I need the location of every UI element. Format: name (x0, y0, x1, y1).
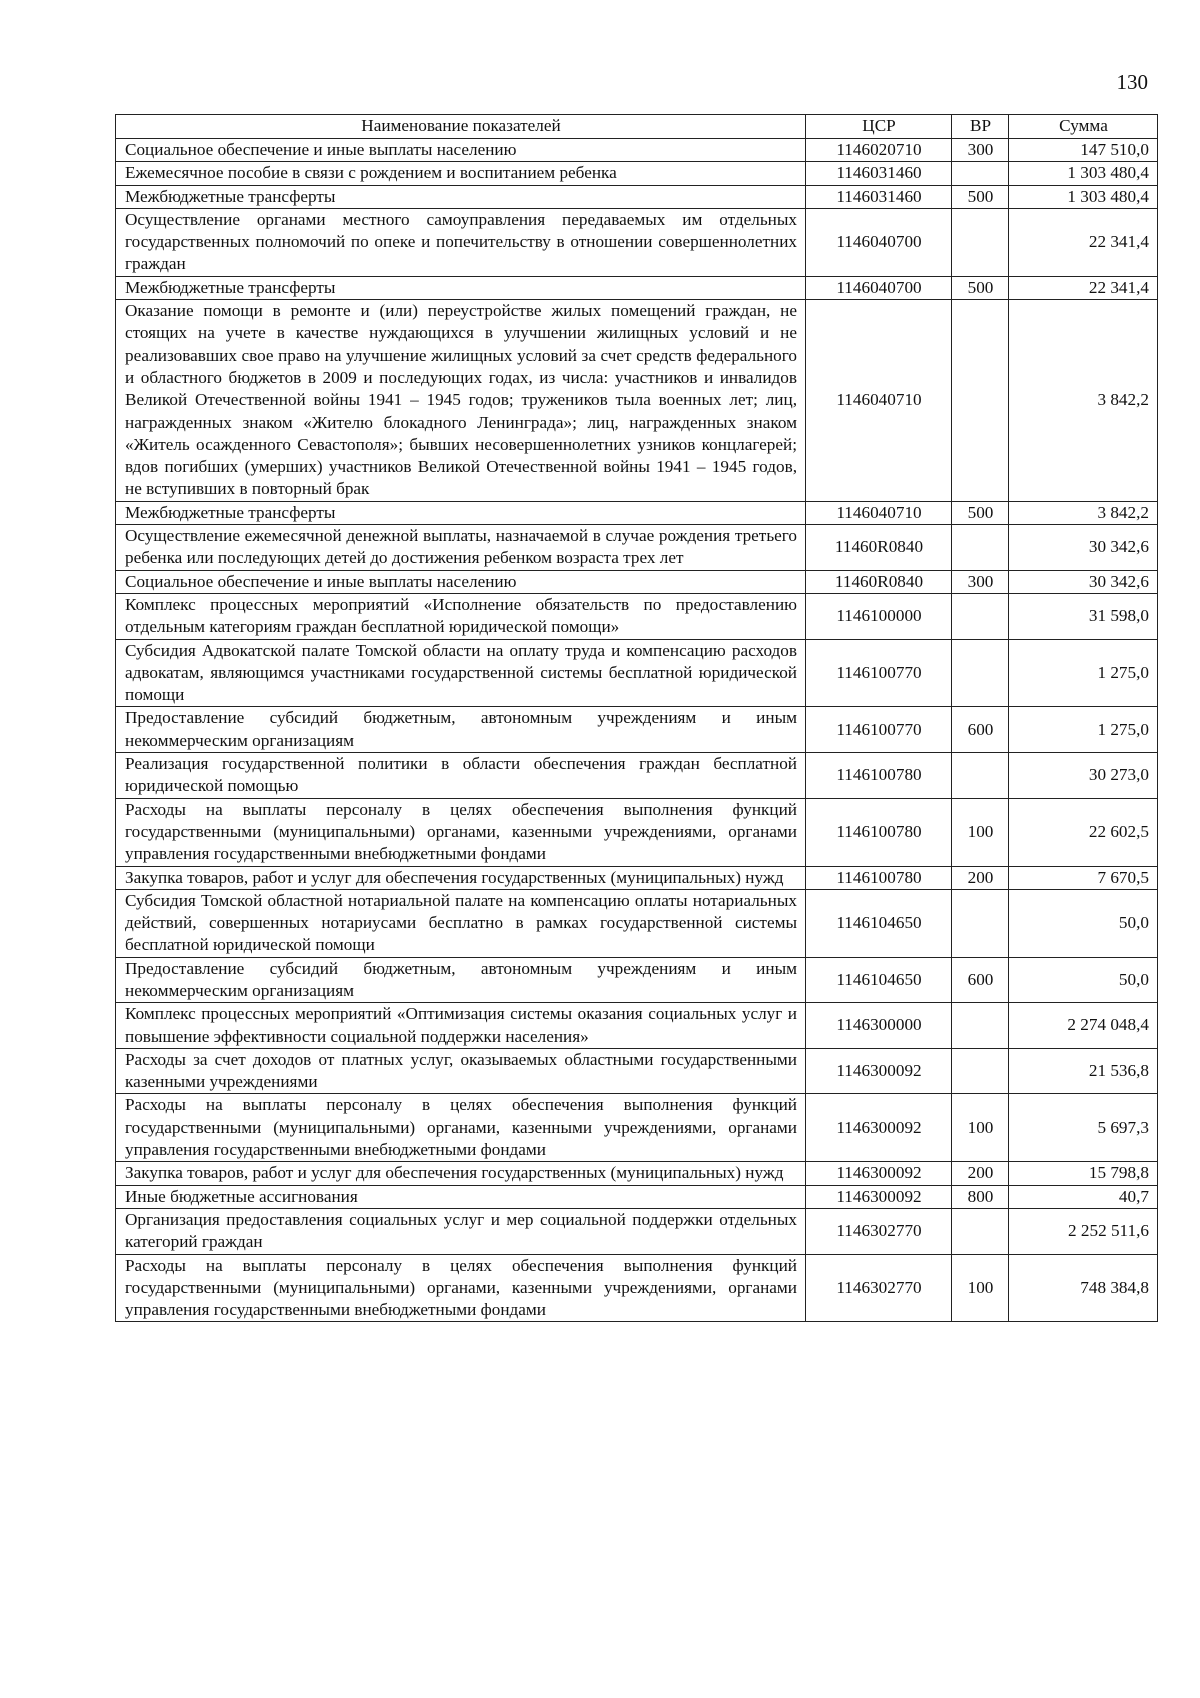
cell-sum: 50,0 (1009, 889, 1158, 957)
table-row (116, 525, 1158, 571)
cell-sum: 22 341,4 (1009, 276, 1158, 299)
cell-vr (952, 1048, 1009, 1094)
cell-vr: 200 (952, 1162, 1009, 1185)
cell-vr (952, 300, 1009, 502)
cell-sum: 2 252 511,6 (1009, 1208, 1158, 1254)
cell-name: Межбюджетные трансферты (116, 276, 806, 299)
table-row (116, 889, 1158, 957)
table-row (116, 185, 1158, 208)
cell-csr: 1146031460 (806, 185, 952, 208)
cell-vr: 100 (952, 1254, 1009, 1322)
cell-vr (952, 208, 1009, 276)
cell-name: Межбюджетные трансферты (116, 185, 806, 208)
cell-csr: 1146040710 (806, 300, 952, 502)
cell-vr (952, 525, 1009, 571)
cell-name: Расходы на выплаты персоналу в целях обеспечения выполнения функций государственными (муниципальными) органами, казенными учреждениями, органами управления государственными внебюджетными фондами (116, 1094, 806, 1162)
cell-name: Предоставление субсидий бюджетным, автономным учреждениям и иным некоммерческим организациям (116, 957, 806, 1003)
cell-csr: 1146031460 (806, 162, 952, 185)
cell-name: Комплекс процессных мероприятий «Исполнение обязательств по предоставлению отдельным категориям граждан бесплатной юридической помощи» (116, 593, 806, 639)
cell-sum: 1 303 480,4 (1009, 162, 1158, 185)
cell-vr: 800 (952, 1185, 1009, 1208)
cell-name: Расходы за счет доходов от платных услуг, оказываемых областными государственными казенными учреждениями (116, 1048, 806, 1094)
table-row (116, 866, 1158, 889)
header-row (116, 115, 1158, 139)
cell-vr: 100 (952, 1094, 1009, 1162)
cell-name: Реализация государственной политики в области обеспечения граждан бесплатной юридической помощью (116, 753, 806, 799)
table-body (116, 139, 1158, 1322)
table-row (116, 707, 1158, 753)
cell-vr (952, 1003, 1009, 1049)
table-header (116, 115, 1158, 139)
cell-csr: 1146100780 (806, 798, 952, 866)
cell-sum: 15 798,8 (1009, 1162, 1158, 1185)
cell-vr: 300 (952, 139, 1009, 162)
cell-vr: 300 (952, 570, 1009, 593)
cell-name: Межбюджетные трансферты (116, 501, 806, 524)
table-row (116, 208, 1158, 276)
cell-csr: 1146100780 (806, 753, 952, 799)
cell-name: Ежемесячное пособие в связи с рождением и воспитанием ребенка (116, 162, 806, 185)
cell-sum: 31 598,0 (1009, 593, 1158, 639)
cell-sum: 22 341,4 (1009, 208, 1158, 276)
cell-sum: 2 274 048,4 (1009, 1003, 1158, 1049)
cell-vr (952, 593, 1009, 639)
cell-sum: 1 303 480,4 (1009, 185, 1158, 208)
cell-sum: 3 842,2 (1009, 300, 1158, 502)
cell-sum: 40,7 (1009, 1185, 1158, 1208)
cell-vr (952, 162, 1009, 185)
cell-vr: 500 (952, 185, 1009, 208)
table-row (116, 1003, 1158, 1049)
cell-vr: 500 (952, 276, 1009, 299)
cell-vr (952, 889, 1009, 957)
cell-csr: 1146100770 (806, 707, 952, 753)
cell-sum: 5 697,3 (1009, 1094, 1158, 1162)
cell-name: Комплекс процессных мероприятий «Оптимизация системы оказания социальных услуг и повышение эффективности социальной поддержки населения» (116, 1003, 806, 1049)
cell-csr: 1146100770 (806, 639, 952, 707)
cell-name: Иные бюджетные ассигнования (116, 1185, 806, 1208)
cell-name: Субсидия Адвокатской палате Томской области на оплату труда и компенсацию расходов адвокатам, являющимся участниками государственной системы бесплатной юридической помощи (116, 639, 806, 707)
table-row (116, 593, 1158, 639)
header-vr: ВР (952, 115, 1009, 139)
cell-vr (952, 639, 1009, 707)
cell-vr: 100 (952, 798, 1009, 866)
cell-sum: 30 342,6 (1009, 570, 1158, 593)
table-row (116, 753, 1158, 799)
cell-vr (952, 753, 1009, 799)
cell-csr: 1146040700 (806, 276, 952, 299)
cell-name: Оказание помощи в ремонте и (или) переустройстве жилых помещений граждан, не стоящих на учете в качестве нуждающихся в улучшении жилищных условий и не реализовавших свое право на улучшение жилищных условий за счет средств федерального и областного бюджетов в 2009 и последующих годах, из числа: участников и инвалидов Великой Отечественной войны 1941 – 1945 годов; тружеников тыла военных лет; лиц, награжденных знаком «Жителю блокадного Ленинграда»; лиц, награжденных знаком «Житель осажденного Севастополя»; бывших несовершеннолетних узников концлагерей; вдов погибших (умерших) участников Великой Отечественной войны 1941 – 1945 годов, не вступивших в повторный брак (116, 300, 806, 502)
cell-csr: 1146104650 (806, 957, 952, 1003)
cell-name: Осуществление ежемесячной денежной выплаты, назначаемой в случае рождения третьего ребенка или последующих детей до достижения ребенком возраста трех лет (116, 525, 806, 571)
cell-csr: 1146300000 (806, 1003, 952, 1049)
table-row (116, 570, 1158, 593)
cell-csr: 1146020710 (806, 139, 952, 162)
cell-sum: 30 273,0 (1009, 753, 1158, 799)
table-row (116, 957, 1158, 1003)
cell-csr: 1146300092 (806, 1094, 952, 1162)
cell-sum: 7 670,5 (1009, 866, 1158, 889)
table-row (116, 1048, 1158, 1094)
cell-name: Социальное обеспечение и иные выплаты населению (116, 570, 806, 593)
cell-sum: 147 510,0 (1009, 139, 1158, 162)
table-row (116, 1254, 1158, 1322)
table-row (116, 798, 1158, 866)
cell-csr: 1146302770 (806, 1208, 952, 1254)
table-row (116, 162, 1158, 185)
cell-vr: 500 (952, 501, 1009, 524)
table-row (116, 501, 1158, 524)
cell-name: Расходы на выплаты персоналу в целях обеспечения выполнения функций государственными (муниципальными) органами, казенными учреждениями, органами управления государственными внебюджетными фондами (116, 1254, 806, 1322)
header-sum: Сумма (1009, 115, 1158, 139)
cell-vr: 600 (952, 707, 1009, 753)
header-name: Наименование показателей (116, 115, 806, 139)
cell-csr: 11460R0840 (806, 525, 952, 571)
cell-vr: 200 (952, 866, 1009, 889)
table-row (116, 639, 1158, 707)
table-row (116, 1185, 1158, 1208)
cell-sum: 50,0 (1009, 957, 1158, 1003)
cell-sum: 1 275,0 (1009, 707, 1158, 753)
cell-vr: 600 (952, 957, 1009, 1003)
cell-sum: 3 842,2 (1009, 501, 1158, 524)
cell-csr: 1146300092 (806, 1162, 952, 1185)
cell-csr: 1146300092 (806, 1185, 952, 1208)
table-row (116, 139, 1158, 162)
table-row (116, 1162, 1158, 1185)
cell-csr: 1146302770 (806, 1254, 952, 1322)
cell-sum: 748 384,8 (1009, 1254, 1158, 1322)
cell-name: Субсидия Томской областной нотариальной палате на компенсацию оплаты нотариальных действий, совершенных нотариусами бесплатно в рамках государственной системы бесплатной юридической помощи (116, 889, 806, 957)
cell-name: Расходы на выплаты персоналу в целях обеспечения выполнения функций государственными (муниципальными) органами, казенными учреждениями, органами управления государственными внебюджетными фондами (116, 798, 806, 866)
cell-csr: 1146100000 (806, 593, 952, 639)
budget-table (115, 114, 1158, 1322)
header-csr: ЦСР (806, 115, 952, 139)
page-number: 130 (1116, 70, 1148, 94)
cell-name: Социальное обеспечение и иные выплаты населению (116, 139, 806, 162)
cell-sum: 21 536,8 (1009, 1048, 1158, 1094)
cell-vr (952, 1208, 1009, 1254)
table-row (116, 1094, 1158, 1162)
cell-csr: 1146300092 (806, 1048, 952, 1094)
cell-sum: 22 602,5 (1009, 798, 1158, 866)
cell-name: Предоставление субсидий бюджетным, автономным учреждениям и иным некоммерческим организациям (116, 707, 806, 753)
cell-name: Закупка товаров, работ и услуг для обеспечения государственных (муниципальных) нужд (116, 866, 806, 889)
cell-csr: 1146040700 (806, 208, 952, 276)
cell-sum: 30 342,6 (1009, 525, 1158, 571)
cell-csr: 1146104650 (806, 889, 952, 957)
cell-name: Закупка товаров, работ и услуг для обеспечения государственных (муниципальных) нужд (116, 1162, 806, 1185)
table-row (116, 300, 1158, 502)
cell-name: Организация предоставления социальных услуг и мер социальной поддержки отдельных категорий граждан (116, 1208, 806, 1254)
cell-csr: 1146100780 (806, 866, 952, 889)
cell-csr: 1146040710 (806, 501, 952, 524)
cell-name: Осуществление органами местного самоуправления передаваемых им отдельных государственных полномочий по опеке и попечительству в отношении совершеннолетних граждан (116, 208, 806, 276)
table-row (116, 276, 1158, 299)
cell-csr: 11460R0840 (806, 570, 952, 593)
table-row (116, 1208, 1158, 1254)
cell-sum: 1 275,0 (1009, 639, 1158, 707)
